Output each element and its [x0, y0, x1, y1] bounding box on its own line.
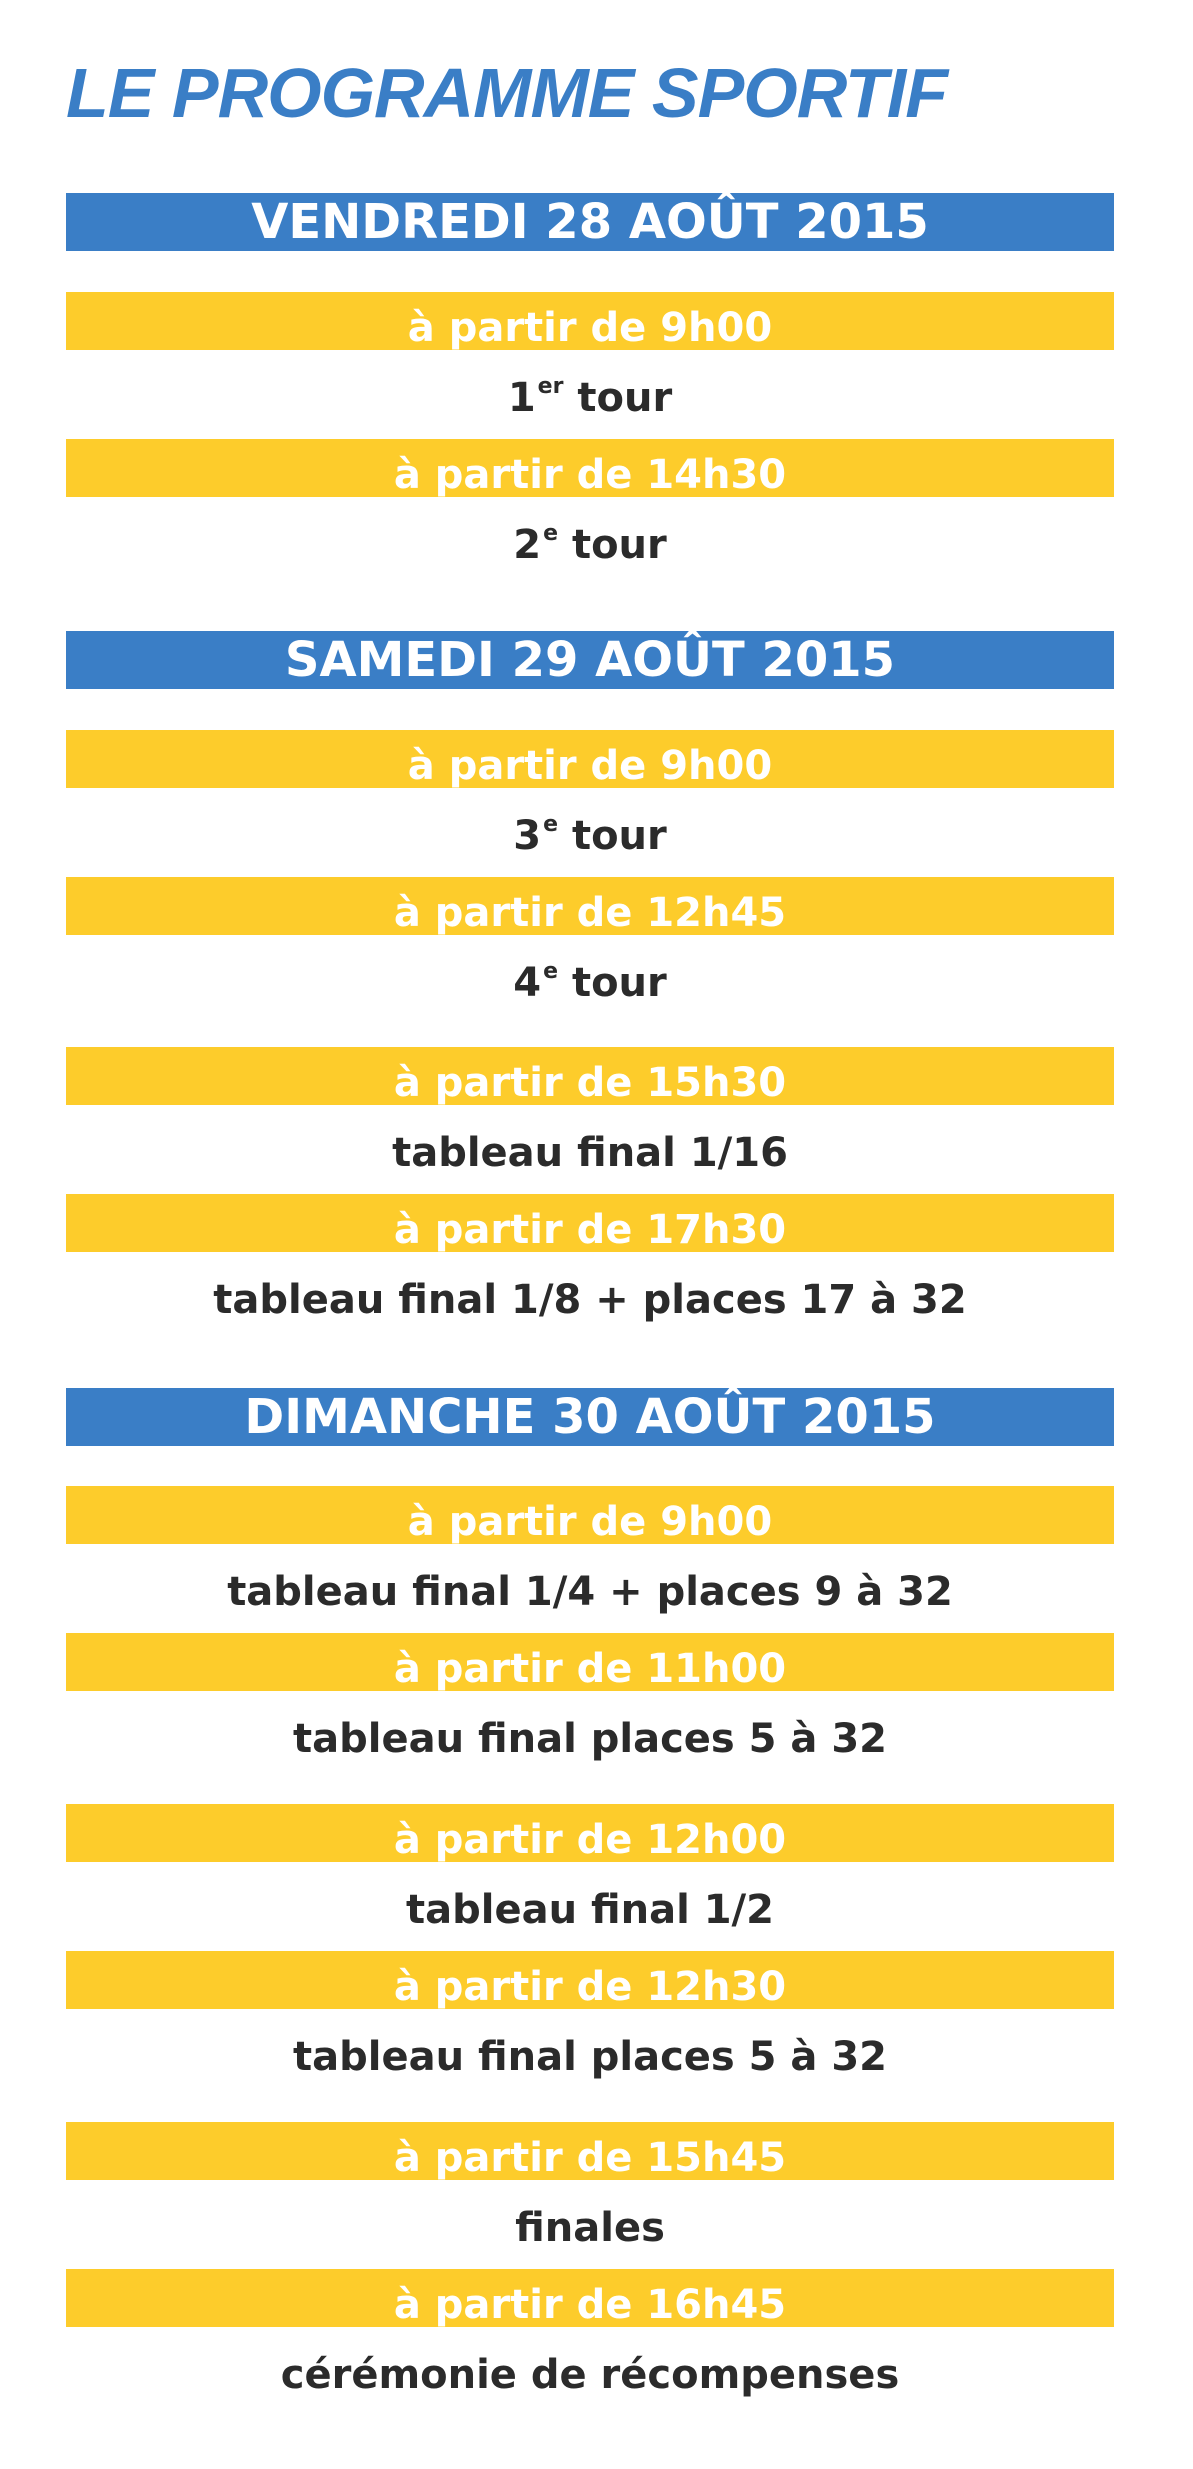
- time-bar: à partir de 16h45: [66, 2269, 1114, 2327]
- time-bar: à partir de 15h45: [66, 2122, 1114, 2180]
- event-label: [66, 800, 1114, 872]
- event-label: [66, 509, 1114, 581]
- event-number: 1: [507, 375, 536, 421]
- page-title: LE PROGRAMME SPORTIF: [66, 54, 947, 132]
- time-bar: à partir de 9h00: [66, 292, 1114, 350]
- time-bar: à partir de 12h00: [66, 1804, 1114, 1862]
- event-text: tour: [558, 813, 667, 859]
- ordinal-suffix: er: [537, 373, 564, 399]
- event-label: tableau final places 5 à 32: [293, 2034, 887, 2080]
- ordinal-suffix: e: [543, 811, 559, 837]
- event-label: tableau final 1/16: [392, 1130, 788, 1176]
- ordinal-suffix: e: [543, 520, 559, 546]
- day-header-vendredi: VENDREDI 28 AOÛT 2015: [66, 193, 1114, 251]
- time-bar: à partir de 15h30: [66, 1047, 1114, 1105]
- event-label: tableau final 1/8 + places 17 à 32: [213, 1277, 967, 1323]
- event-label: tableau final places 5 à 32: [293, 1716, 887, 1762]
- time-bar: à partir de 9h00: [66, 730, 1114, 788]
- event-label: finales: [515, 2205, 665, 2251]
- event-label: tableau final 1/4 + places 9 à 32: [227, 1569, 953, 1615]
- day-header-dimanche: DIMANCHE 30 AOÛT 2015: [66, 1388, 1114, 1446]
- event-label: tableau final 1/2: [405, 1887, 774, 1933]
- event-label: cérémonie de récompenses: [280, 2352, 900, 2398]
- time-bar: à partir de 17h30: [66, 1194, 1114, 1252]
- time-bar: à partir de 14h30: [66, 439, 1114, 497]
- time-bar: à partir de 12h45: [66, 877, 1114, 935]
- event-text: tour: [558, 960, 667, 1006]
- event-label: [66, 947, 1114, 1019]
- time-bar: à partir de 11h00: [66, 1633, 1114, 1691]
- event-number: 4: [513, 960, 542, 1006]
- event-text: tour: [563, 375, 673, 421]
- time-bar: à partir de 9h00: [66, 1486, 1114, 1544]
- day-header-samedi: SAMEDI 29 AOÛT 2015: [66, 631, 1114, 689]
- event-label: [66, 362, 1114, 434]
- ordinal-suffix: e: [543, 958, 559, 984]
- event-text: tour: [558, 522, 667, 568]
- event-number: 3: [513, 813, 542, 859]
- event-number: 2: [513, 522, 542, 568]
- time-bar: à partir de 12h30: [66, 1951, 1114, 2009]
